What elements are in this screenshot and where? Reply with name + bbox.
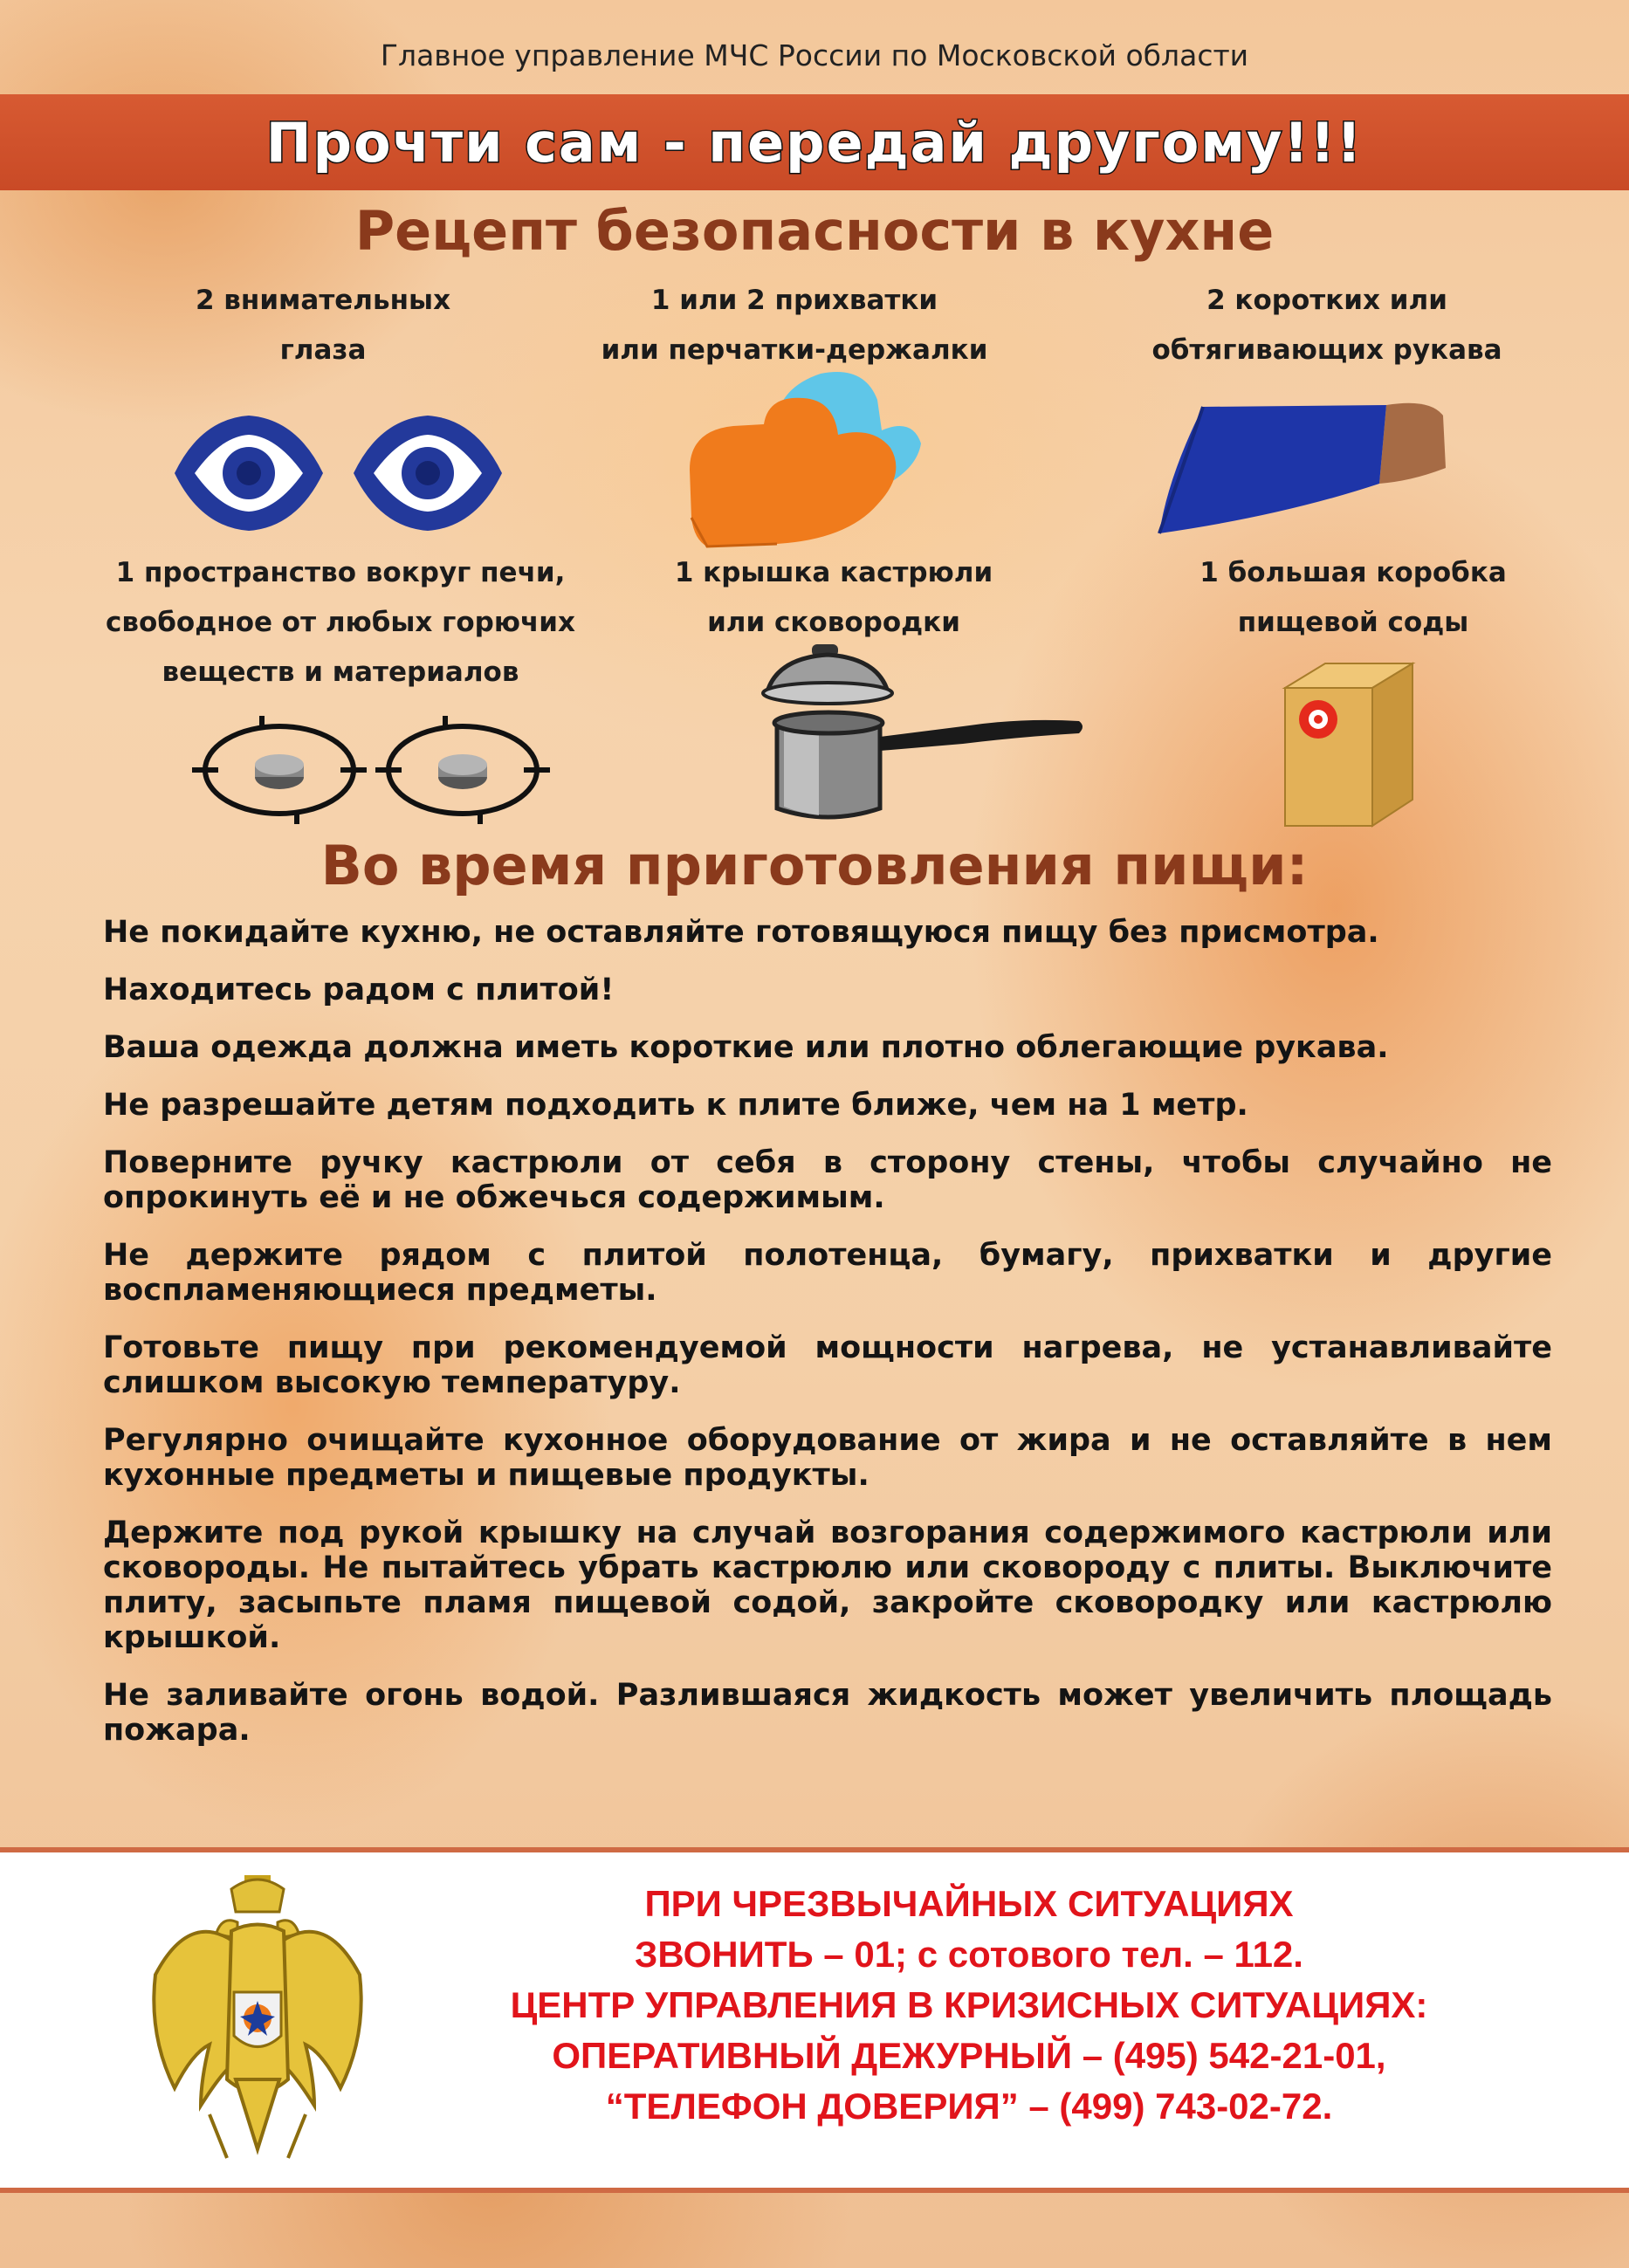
rule-item: Держите под рукой крышку на случай возгорания содержимого кастрюли или сковороды. Не пытайтесь убрать кастрюлю или сковороду с плиты. Выключите плиту, засыпьте пламя пищевой содой, закройте сковородку или кастрюлю крышкой. — [103, 1515, 1552, 1655]
rule-item: Не заливайте огонь водой. Разлившаяся жидкость может увеличить площадь пожара. — [103, 1678, 1552, 1748]
rule-item: Ваша одежда должна иметь короткие или плотно облегающие рукава. — [103, 1030, 1389, 1065]
agency-name: Главное управление МЧС России по Московской области — [380, 38, 1249, 72]
stove-burners-icon — [192, 709, 559, 843]
rule-item: Поверните ручку кастрюли от себя в сторону стены, чтобы случайно не опрокинуть её и не обжечься содержимым. — [103, 1145, 1552, 1215]
cooking-title: Во время приготовления пищи: — [320, 834, 1309, 897]
recipe-item-sleeves: 2 коротких или обтягивающих рукава — [1151, 285, 1502, 366]
banner-text: Прочти сам - передай другому!!! — [265, 110, 1364, 175]
emergency-footer — [0, 1847, 1629, 2193]
recipe-item-stove-space: 1 пространство вокруг печи, свободное от любых горючих веществ и материалов — [106, 557, 575, 688]
recipe-title: Рецепт безопасности в кухне — [354, 199, 1275, 263]
rule-item: Находитесь радом с плитой! — [103, 972, 615, 1007]
recipe-item-lid: 1 крышка кастрюли или сковородки — [674, 557, 993, 638]
pot-with-lid-icon — [758, 643, 1089, 829]
recipe-item-soda: 1 большая коробка пищевой соды — [1199, 557, 1507, 638]
rule-item: Регулярно очищайте кухонное оборудование от жира и не оставляйте в нем кухонные предметы и пищевые продукты. — [103, 1423, 1552, 1493]
oven-mitt-icon — [672, 365, 934, 552]
emergency-line: ОПЕРАТИВНЫЙ ДЕЖУРНЫЙ – (495) 542-21-01, — [552, 2035, 1386, 2076]
recipe-item-eyes: 2 внимательных глаза — [195, 285, 451, 366]
emergency-contacts — [384, 1879, 1554, 2132]
eyes-icon — [175, 412, 506, 538]
rule-item: Не покидайте кухню, не оставляйте готовящуюся пищу без присмотра. — [103, 915, 1379, 950]
emergency-line: ЦЕНТР УПРАВЛЕНИЯ В КРИЗИСНЫХ СИТУАЦИЯХ: — [510, 1984, 1428, 2025]
sleeve-icon — [1151, 398, 1447, 541]
rule-item: Не разрешайте детям подходить к плите ближе, чем на 1 метр. — [103, 1088, 1248, 1123]
emergency-line: “ТЕЛЕФОН ДОВЕРИЯ” – (499) 743-02-72. — [605, 2086, 1333, 2127]
banner — [0, 94, 1629, 190]
emchs-eagle-emblem — [140, 1870, 375, 2170]
rule-item: Не держите рядом с плитой полотенца, бумагу, прихватки и другие воспламеняющиеся предметы. — [103, 1238, 1552, 1308]
rule-item: Готовьте пищу при рекомендуемой мощности нагрева, не устанавливайте слишком высокую температуру. — [103, 1330, 1552, 1400]
recipe-item-mitts: 1 или 2 прихватки или перчатки-держалки — [601, 285, 988, 366]
cooking-rules-list — [103, 915, 1552, 1770]
soda-box-icon — [1275, 653, 1423, 840]
emergency-line: ПРИ ЧРЕЗВЫЧАЙНЫХ СИТУАЦИЯХ — [644, 1883, 1294, 1924]
emergency-line: ЗВОНИТЬ – 01; с сотового тел. – 112. — [635, 1934, 1303, 1975]
